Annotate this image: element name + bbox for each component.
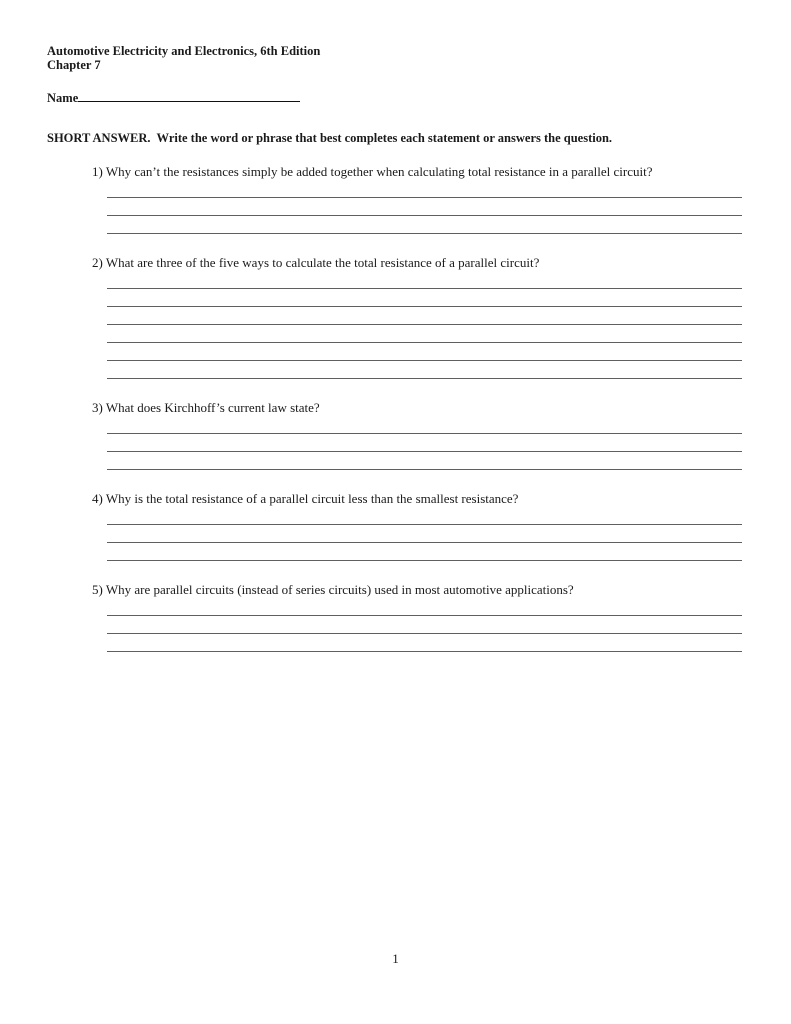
question	[92, 399, 742, 470]
answer-line	[107, 216, 742, 234]
question-number: 4)	[92, 491, 103, 506]
question-text: Why can’t the resistances simply be added together when calculating total resistance in a parallel circuit?	[105, 164, 653, 179]
answer-line	[107, 507, 742, 525]
name-blank-line	[78, 87, 300, 102]
question-number: 3)	[92, 400, 103, 415]
answer-line	[107, 452, 742, 470]
question-line	[92, 490, 742, 507]
question-line	[92, 254, 742, 271]
question-number: 5)	[92, 582, 103, 597]
name-row	[47, 87, 300, 106]
page-number: 1	[392, 951, 399, 966]
question-text: What does Kirchhoff’s current law state?	[105, 400, 320, 415]
question-number: 2)	[92, 255, 103, 270]
answer-line	[107, 634, 742, 652]
answer-lines	[107, 598, 742, 652]
answer-lines	[107, 416, 742, 470]
answer-line	[107, 525, 742, 543]
question-line	[92, 399, 742, 416]
answer-lines	[107, 180, 742, 234]
answer-line	[107, 289, 742, 307]
question	[92, 490, 742, 561]
questions	[92, 163, 742, 652]
answer-line	[107, 180, 742, 198]
answer-line	[107, 598, 742, 616]
chapter-title: Chapter 7	[47, 58, 101, 72]
name-label: Name	[47, 91, 79, 105]
document-header	[47, 44, 320, 72]
question-text: Why are parallel circuits (instead of series circuits) used in most automotive applications?	[105, 582, 574, 597]
section-heading: SHORT ANSWER. Write the word or phrase that best completes each statement or answers the question.	[47, 131, 613, 145]
question-text: What are three of the five ways to calculate the total resistance of a parallel circuit?	[105, 255, 540, 270]
answer-line	[107, 198, 742, 216]
answer-line	[107, 343, 742, 361]
question-line	[92, 581, 742, 598]
question	[92, 581, 742, 652]
question-number: 1)	[92, 164, 103, 179]
answer-lines	[107, 507, 742, 561]
answer-line	[107, 416, 742, 434]
answer-line	[107, 616, 742, 634]
question	[92, 163, 742, 234]
question-line	[92, 163, 742, 180]
answer-line	[107, 325, 742, 343]
question-text: Why is the total resistance of a parallel circuit less than the smallest resistance?	[105, 491, 519, 506]
course-title: Automotive Electricity and Electronics, 6th Edition	[47, 44, 321, 58]
answer-line	[107, 307, 742, 325]
answer-line	[107, 361, 742, 379]
answer-line	[107, 271, 742, 289]
answer-line	[107, 543, 742, 561]
answer-line	[107, 434, 742, 452]
question	[92, 254, 742, 379]
answer-lines	[107, 271, 742, 379]
